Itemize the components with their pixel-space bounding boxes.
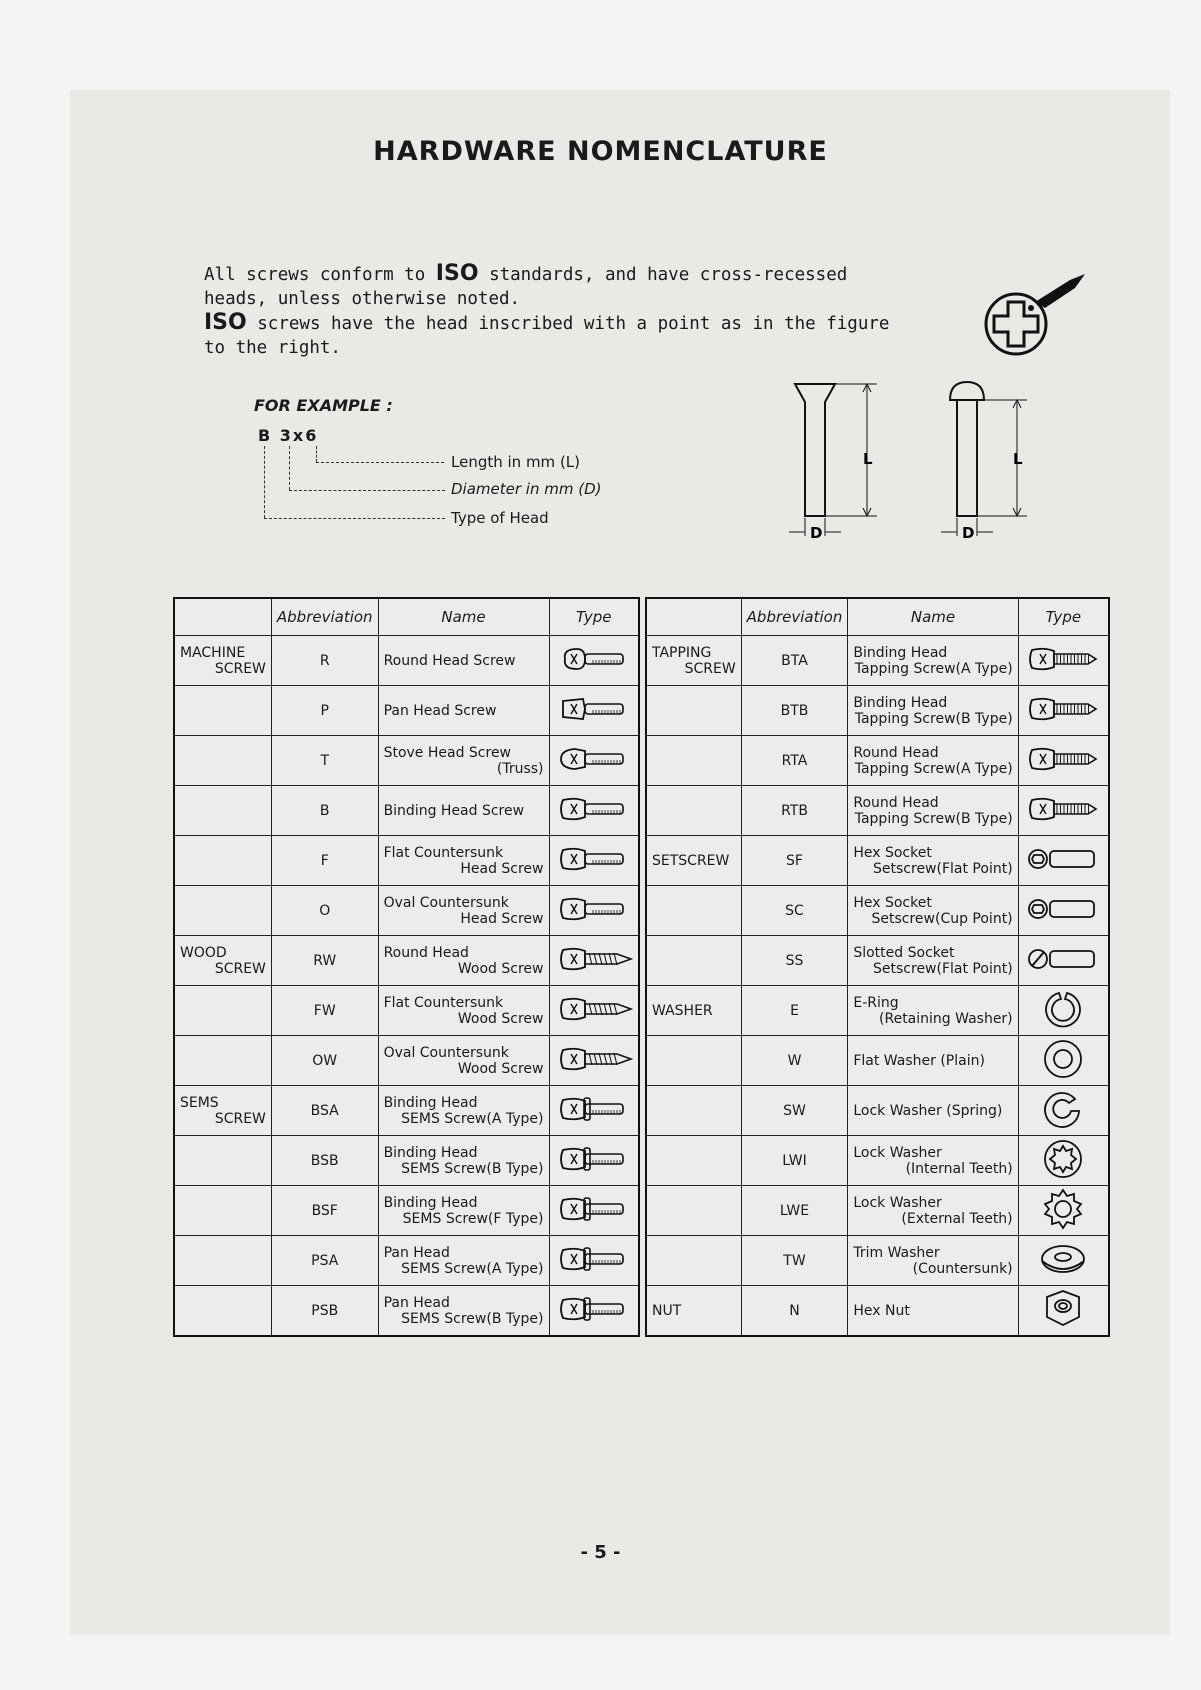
row-category bbox=[646, 936, 741, 986]
name-line-1: Binding Head bbox=[853, 644, 948, 661]
table-row bbox=[174, 1036, 639, 1086]
row-category bbox=[174, 1236, 271, 1286]
category-line-1: MACHINE bbox=[180, 644, 246, 661]
row-abbreviation: R bbox=[271, 636, 378, 686]
name-line-1: Trim Washer bbox=[853, 1244, 940, 1261]
name-line-1: Pan Head Screw bbox=[383, 702, 497, 719]
row-category bbox=[174, 686, 271, 736]
table-row bbox=[174, 736, 639, 786]
page-number: - 5 - bbox=[580, 1542, 621, 1563]
table-row bbox=[174, 686, 639, 736]
row-category bbox=[646, 1086, 741, 1136]
row-name bbox=[848, 686, 1018, 736]
row-category bbox=[646, 1036, 741, 1086]
row-abbreviation: SC bbox=[741, 886, 848, 936]
table-row bbox=[174, 1186, 639, 1236]
row-name bbox=[848, 936, 1018, 986]
example-head: Type of Head bbox=[451, 509, 549, 527]
name-line-2: Wood Screw bbox=[457, 1010, 544, 1027]
row-abbreviation: B bbox=[271, 786, 378, 836]
e-ring-icon bbox=[1018, 986, 1109, 1036]
header-name: Name bbox=[848, 598, 1018, 636]
name-line-1: E-Ring bbox=[853, 994, 899, 1011]
table-row bbox=[174, 986, 639, 1036]
table-row bbox=[646, 1236, 1109, 1286]
example-length: Length in mm (L) bbox=[451, 453, 581, 471]
name-line-1: Hex Socket bbox=[853, 844, 932, 861]
intro-text: All screws conform to ISO standards, and have cross-recessed heads, unless otherwise noted. ISO screws have the head inscribed with a point as in the figure to the right. bbox=[204, 261, 890, 358]
round-head-screw-icon bbox=[549, 636, 639, 686]
row-name bbox=[378, 736, 549, 786]
name-line-1: Lock Washer (Spring) bbox=[853, 1102, 1003, 1119]
row-category bbox=[174, 1086, 271, 1136]
name-line-1: Binding Head bbox=[383, 1094, 478, 1111]
flat-washer-icon bbox=[1018, 1036, 1109, 1086]
row-abbreviation: PSA bbox=[271, 1236, 378, 1286]
category-line-1: SETSCREW bbox=[652, 852, 730, 869]
row-category bbox=[646, 886, 741, 936]
name-line-2: SEMS Screw(A Type) bbox=[401, 1260, 544, 1277]
table-row bbox=[646, 636, 1109, 686]
table-row bbox=[646, 686, 1109, 736]
sems-screw-b-icon bbox=[549, 1136, 639, 1186]
row-abbreviation: PSB bbox=[271, 1286, 378, 1337]
external-teeth-washer-icon bbox=[1018, 1186, 1109, 1236]
row-category bbox=[646, 836, 741, 886]
row-name bbox=[378, 1286, 549, 1337]
table-row bbox=[174, 886, 639, 936]
name-line-2: Head Screw bbox=[460, 910, 544, 927]
example-label: FOR EXAMPLE : bbox=[254, 396, 393, 415]
row-category bbox=[646, 986, 741, 1036]
name-line-2: (Countersunk) bbox=[912, 1260, 1013, 1277]
row-abbreviation: BTA bbox=[741, 636, 848, 686]
page-title: HARDWARE NOMENCLATURE bbox=[373, 136, 828, 167]
category-line-2: SCREW bbox=[214, 960, 266, 977]
name-line-2: Wood Screw bbox=[457, 960, 544, 977]
row-category bbox=[646, 1186, 741, 1236]
spring-lock-washer-icon bbox=[1018, 1086, 1109, 1136]
name-line-1: Binding Head bbox=[383, 1144, 478, 1161]
name-line-2: Wood Screw bbox=[457, 1060, 544, 1077]
row-abbreviation: E bbox=[741, 986, 848, 1036]
name-line-1: Stove Head Screw bbox=[383, 744, 512, 761]
pan-head-screw-icon bbox=[549, 686, 639, 736]
row-name bbox=[848, 1186, 1018, 1236]
table-row bbox=[646, 786, 1109, 836]
table-row bbox=[646, 886, 1109, 936]
name-line-2: Tapping Screw(A Type) bbox=[854, 760, 1013, 777]
round-tapping-screw-a-icon bbox=[1018, 736, 1109, 786]
flat-countersunk-wood-screw-icon bbox=[549, 986, 639, 1036]
row-name bbox=[378, 1136, 549, 1186]
header-type: Type bbox=[549, 598, 639, 636]
table-row bbox=[174, 836, 639, 886]
name-line-2: (Internal Teeth) bbox=[905, 1160, 1013, 1177]
table-row bbox=[646, 1136, 1109, 1186]
row-name bbox=[378, 1186, 549, 1236]
table-row bbox=[646, 736, 1109, 786]
row-abbreviation: LWE bbox=[741, 1186, 848, 1236]
row-category bbox=[646, 786, 741, 836]
row-category bbox=[174, 836, 271, 886]
name-line-2: Setscrew(Flat Point) bbox=[873, 860, 1013, 877]
name-line-1: Flat Countersunk bbox=[383, 844, 504, 861]
row-name bbox=[848, 1286, 1018, 1337]
table-row bbox=[174, 1086, 639, 1136]
internal-teeth-washer-icon bbox=[1018, 1136, 1109, 1186]
category-line-1: WOOD bbox=[180, 944, 227, 961]
hardware-table-left bbox=[173, 597, 640, 1337]
row-abbreviation: W bbox=[741, 1036, 848, 1086]
table-row bbox=[174, 636, 639, 686]
header-category bbox=[646, 598, 741, 636]
diameter-label: D bbox=[810, 524, 823, 542]
row-abbreviation: SF bbox=[741, 836, 848, 886]
category-line-2: SCREW bbox=[684, 660, 736, 677]
sems-screw-f-icon bbox=[549, 1186, 639, 1236]
name-line-2: (External Teeth) bbox=[901, 1210, 1013, 1227]
row-name bbox=[378, 786, 549, 836]
row-abbreviation: BSF bbox=[271, 1186, 378, 1236]
table-row bbox=[646, 1086, 1109, 1136]
row-category bbox=[646, 1286, 741, 1337]
table-row bbox=[646, 986, 1109, 1036]
header-abbreviation: Abbreviation bbox=[741, 598, 848, 636]
row-abbreviation: F bbox=[271, 836, 378, 886]
row-abbreviation: LWI bbox=[741, 1136, 848, 1186]
row-category bbox=[174, 786, 271, 836]
name-line-1: Pan Head bbox=[383, 1294, 450, 1311]
screw-dimension-figure bbox=[785, 378, 1055, 548]
category-line-1: NUT bbox=[652, 1302, 682, 1319]
row-category bbox=[174, 1036, 271, 1086]
row-abbreviation: N bbox=[741, 1286, 848, 1337]
row-name bbox=[848, 886, 1018, 936]
name-line-1: Hex Nut bbox=[853, 1302, 910, 1319]
row-name bbox=[378, 1036, 549, 1086]
name-line-2: SEMS Screw(B Type) bbox=[401, 1160, 544, 1177]
tapping-screw-a-icon bbox=[1018, 636, 1109, 686]
trim-washer-icon bbox=[1018, 1236, 1109, 1286]
table-row bbox=[646, 1186, 1109, 1236]
row-category bbox=[174, 986, 271, 1036]
row-abbreviation: SS bbox=[741, 936, 848, 986]
header-category bbox=[174, 598, 271, 636]
name-line-1: Lock Washer bbox=[853, 1144, 942, 1161]
row-category bbox=[646, 1236, 741, 1286]
name-line-1: Slotted Socket bbox=[853, 944, 955, 961]
header-abbreviation: Abbreviation bbox=[271, 598, 378, 636]
name-line-2: Head Screw bbox=[460, 860, 544, 877]
flat-countersunk-screw-icon bbox=[549, 836, 639, 886]
name-line-1: Round Head Screw bbox=[383, 652, 516, 669]
row-name bbox=[848, 1036, 1018, 1086]
name-line-2: (Truss) bbox=[496, 760, 544, 777]
table-row bbox=[646, 836, 1109, 886]
row-category bbox=[646, 736, 741, 786]
row-category bbox=[174, 936, 271, 986]
row-name bbox=[848, 786, 1018, 836]
name-line-1: Round Head bbox=[383, 944, 469, 961]
round-head-wood-screw-icon bbox=[549, 936, 639, 986]
name-line-2: Tapping Screw(A Type) bbox=[854, 660, 1013, 677]
row-name bbox=[378, 936, 549, 986]
row-category bbox=[646, 1136, 741, 1186]
row-name bbox=[378, 686, 549, 736]
header-type: Type bbox=[1018, 598, 1109, 636]
header-name: Name bbox=[378, 598, 549, 636]
table-row bbox=[174, 1136, 639, 1186]
row-name bbox=[848, 1086, 1018, 1136]
row-name bbox=[848, 1236, 1018, 1286]
row-abbreviation: RTA bbox=[741, 736, 848, 786]
name-line-2: SEMS Screw(F Type) bbox=[402, 1210, 544, 1227]
table-row bbox=[646, 1036, 1109, 1086]
row-abbreviation: RW bbox=[271, 936, 378, 986]
name-line-1: Binding Head bbox=[383, 1194, 478, 1211]
name-line-2: (Retaining Washer) bbox=[879, 1010, 1013, 1027]
category-line-2: SCREW bbox=[214, 660, 266, 677]
row-abbreviation: BSB bbox=[271, 1136, 378, 1186]
example-diameter: Diameter in mm (D) bbox=[451, 480, 602, 498]
name-line-1: Binding Head bbox=[853, 694, 948, 711]
category-line-1: WASHER bbox=[652, 1002, 713, 1019]
row-name bbox=[848, 836, 1018, 886]
row-name bbox=[378, 886, 549, 936]
name-line-1: Flat Washer (Plain) bbox=[853, 1052, 985, 1069]
name-line-2: SEMS Screw(A Type) bbox=[401, 1110, 544, 1127]
row-name bbox=[848, 736, 1018, 786]
binding-head-screw-icon bbox=[549, 786, 639, 836]
category-line-1: TAPPING bbox=[652, 644, 712, 661]
row-category bbox=[174, 1136, 271, 1186]
row-abbreviation: BTB bbox=[741, 686, 848, 736]
row-abbreviation: P bbox=[271, 686, 378, 736]
row-category bbox=[646, 636, 741, 686]
oval-countersunk-wood-screw-icon bbox=[549, 1036, 639, 1086]
svg-text:D: D bbox=[962, 524, 975, 542]
example-code: B 3x6 bbox=[258, 426, 319, 445]
row-name bbox=[378, 836, 549, 886]
row-category bbox=[174, 1286, 271, 1337]
name-line-1: Oval Countersunk bbox=[383, 1044, 509, 1061]
oval-countersunk-screw-icon bbox=[549, 886, 639, 936]
name-line-2: Tapping Screw(B Type) bbox=[854, 710, 1013, 727]
hex-setscrew-cup-icon bbox=[1018, 886, 1109, 936]
row-category bbox=[646, 686, 741, 736]
row-abbreviation: O bbox=[271, 886, 378, 936]
name-line-1: Binding Head Screw bbox=[383, 802, 525, 819]
row-name bbox=[378, 986, 549, 1036]
pan-sems-screw-b-icon bbox=[549, 1286, 639, 1337]
name-line-2: Setscrew(Flat Point) bbox=[873, 960, 1013, 977]
row-name bbox=[848, 1136, 1018, 1186]
table-row bbox=[174, 786, 639, 836]
row-name bbox=[378, 636, 549, 686]
name-line-2: Setscrew(Cup Point) bbox=[871, 910, 1013, 927]
hardware-table-right bbox=[645, 597, 1110, 1337]
iso-head-icon bbox=[975, 262, 1100, 367]
row-abbreviation: T bbox=[271, 736, 378, 786]
svg-text:L: L bbox=[1013, 450, 1023, 468]
table-row bbox=[174, 1286, 639, 1337]
category-line-1: SEMS bbox=[180, 1094, 219, 1111]
row-abbreviation: FW bbox=[271, 986, 378, 1036]
hex-setscrew-flat-icon bbox=[1018, 836, 1109, 886]
name-line-1: Lock Washer bbox=[853, 1194, 942, 1211]
row-category bbox=[174, 636, 271, 686]
table-row bbox=[646, 936, 1109, 986]
row-name bbox=[848, 986, 1018, 1036]
length-label: L bbox=[863, 450, 873, 468]
round-tapping-screw-b-icon bbox=[1018, 786, 1109, 836]
row-abbreviation: OW bbox=[271, 1036, 378, 1086]
row-category bbox=[174, 1186, 271, 1236]
tapping-screw-b-icon bbox=[1018, 686, 1109, 736]
iso-mark: ISO bbox=[435, 261, 479, 286]
name-line-1: Flat Countersunk bbox=[383, 994, 504, 1011]
row-category bbox=[174, 736, 271, 786]
row-name bbox=[848, 636, 1018, 686]
table-row bbox=[174, 936, 639, 986]
row-abbreviation: RTB bbox=[741, 786, 848, 836]
name-line-1: Hex Socket bbox=[853, 894, 932, 911]
slotted-setscrew-icon bbox=[1018, 936, 1109, 986]
row-abbreviation: SW bbox=[741, 1086, 848, 1136]
row-name bbox=[378, 1236, 549, 1286]
category-line-2: SCREW bbox=[214, 1110, 266, 1127]
table-row bbox=[174, 1236, 639, 1286]
name-line-1: Round Head bbox=[853, 744, 939, 761]
name-line-2: Tapping Screw(B Type) bbox=[854, 810, 1013, 827]
name-line-2: SEMS Screw(B Type) bbox=[401, 1310, 544, 1327]
row-abbreviation: BSA bbox=[271, 1086, 378, 1136]
hex-nut-icon bbox=[1018, 1286, 1109, 1337]
row-name bbox=[378, 1086, 549, 1136]
truss-head-screw-icon bbox=[549, 736, 639, 786]
name-line-1: Oval Countersunk bbox=[383, 894, 509, 911]
sems-screw-a-icon bbox=[549, 1086, 639, 1136]
table-row bbox=[646, 1286, 1109, 1337]
row-abbreviation: TW bbox=[741, 1236, 848, 1286]
name-line-1: Round Head bbox=[853, 794, 939, 811]
pan-sems-screw-a-icon bbox=[549, 1236, 639, 1286]
name-line-1: Pan Head bbox=[383, 1244, 450, 1261]
row-category bbox=[174, 886, 271, 936]
